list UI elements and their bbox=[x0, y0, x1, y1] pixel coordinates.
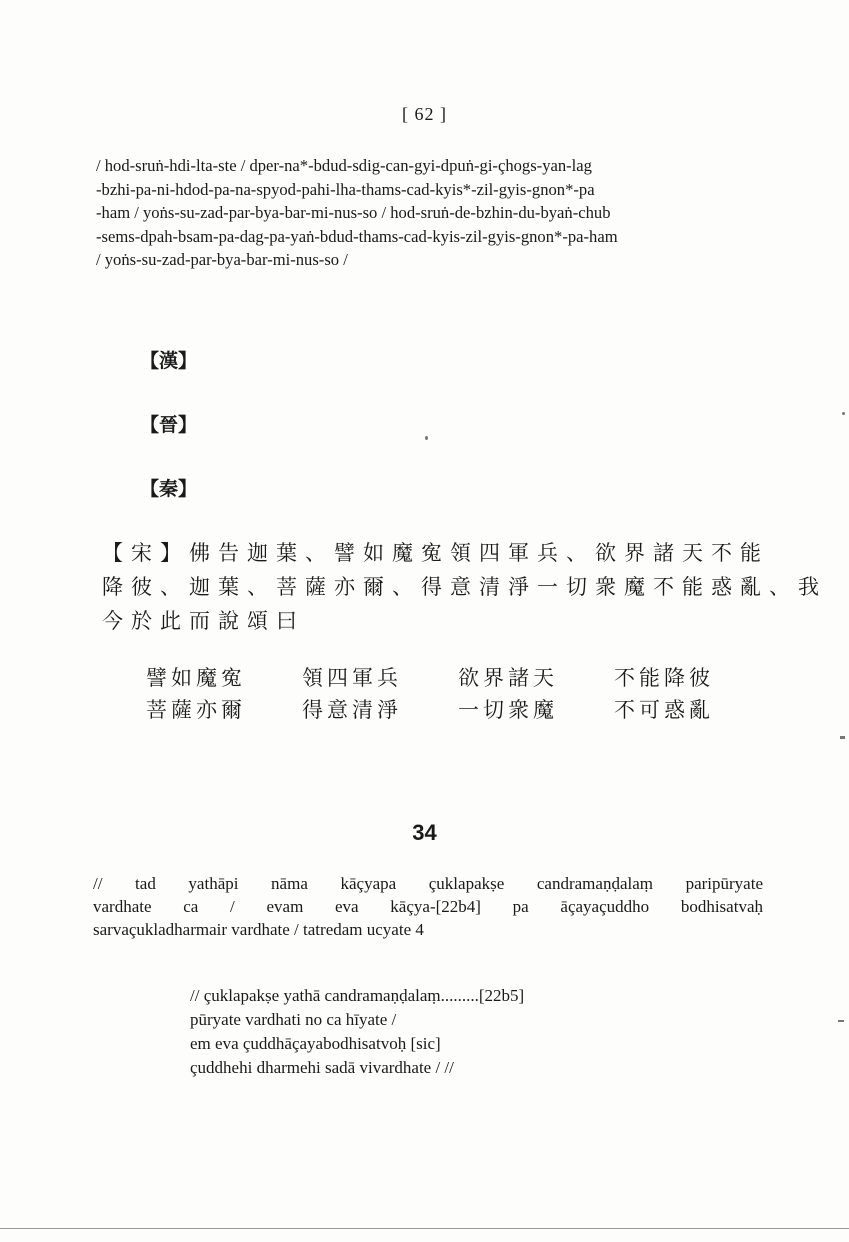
han-label: 【漢】 bbox=[140, 350, 198, 372]
sanskrit-line: // tad yathāpi nāma kāçyapa çuklapakṣe candramaṇḍalaṃ paripūryate bbox=[93, 874, 763, 893]
tibetan-line: / hod-sruṅ-hdi-lta-ste / dper-na*-bdud-sdig-can-gyi-dpuṅ-gi-çhogs-yan-lag bbox=[96, 156, 592, 175]
tibetan-line: -ham / yoṅs-su-zad-par-bya-bar-mi-nus-so / hod-sruṅ-de-bzhin-du-byaṅ-chub bbox=[96, 203, 611, 222]
stanza-line: pūryate vardhati no ca hīyate / bbox=[190, 1010, 397, 1029]
sanskrit-stanza bbox=[190, 984, 670, 1080]
bottom-scan-rule bbox=[0, 1228, 849, 1229]
tibetan-line: -bzhi-pa-ni-hdod-pa-na-spyod-pahi-lha-thams-cad-kyis*-zil-gyis-gnon*-pa bbox=[96, 179, 595, 199]
song-chinese-text bbox=[102, 536, 827, 638]
verse-phrase: 譬如魔寃 bbox=[146, 666, 246, 690]
verse-phrase: 一切衆魔 bbox=[458, 698, 558, 722]
chinese-verse-row bbox=[146, 694, 770, 724]
jin-label: 【晉】 bbox=[140, 414, 198, 436]
stanza-line: çuddhehi dharmehi sadā vivardhate / // bbox=[190, 1058, 454, 1077]
qin-label: 【秦】 bbox=[140, 478, 198, 500]
song-line: 今於此而說頌曰 bbox=[102, 609, 305, 633]
song-line: 【宋】佛告迦葉、譬如魔寃領四軍兵、欲界諸天不能 bbox=[102, 541, 769, 565]
verse-phrase: 不可惑亂 bbox=[614, 698, 714, 722]
sanskrit-line: vardhate ca / evam eva kāçya-[22b4] pa āçayaçuddho bodhisatvaḥ bbox=[93, 897, 763, 916]
page-number: [ 62 ] bbox=[402, 104, 447, 124]
verse-phrase: 不能降彼 bbox=[614, 666, 714, 690]
verse-phrase: 菩薩亦爾 bbox=[146, 698, 246, 722]
tibetan-line: / yoṅs-su-zad-par-bya-bar-mi-nus-so / bbox=[96, 250, 348, 269]
sanskrit-prose-block bbox=[93, 872, 763, 941]
tibetan-line: -sems-dpah-bsam-pa-dag-pa-yaṅ-bdud-thams-cad-kyis-zil-gyis-gnon*-pa-ham bbox=[96, 226, 618, 246]
stanza-line: em eva çuddhāçayabodhisatvoḥ [sic] bbox=[190, 1034, 441, 1053]
scan-speck bbox=[840, 736, 845, 739]
tibetan-text-block bbox=[96, 154, 768, 272]
scan-speck bbox=[838, 1020, 844, 1022]
verse-phrase: 領四軍兵 bbox=[302, 666, 402, 690]
scan-speck bbox=[842, 412, 845, 415]
song-line: 降彼、迦葉、菩薩亦爾、得意清淨一切衆魔不能惑亂、我 bbox=[102, 575, 827, 599]
verse-phrase: 得意清淨 bbox=[302, 698, 402, 722]
stanza-line: // çuklapakṣe yathā candramaṇḍalaṃ.........[22b5] bbox=[190, 986, 525, 1005]
chinese-verse-row bbox=[146, 662, 770, 692]
verse-phrase: 欲界諸天 bbox=[458, 666, 558, 690]
scan-speck bbox=[425, 436, 428, 440]
sanskrit-line: sarvaçukladharmair vardhate / tatredam ucyate 4 bbox=[93, 920, 424, 939]
section-number: 34 bbox=[412, 820, 437, 845]
